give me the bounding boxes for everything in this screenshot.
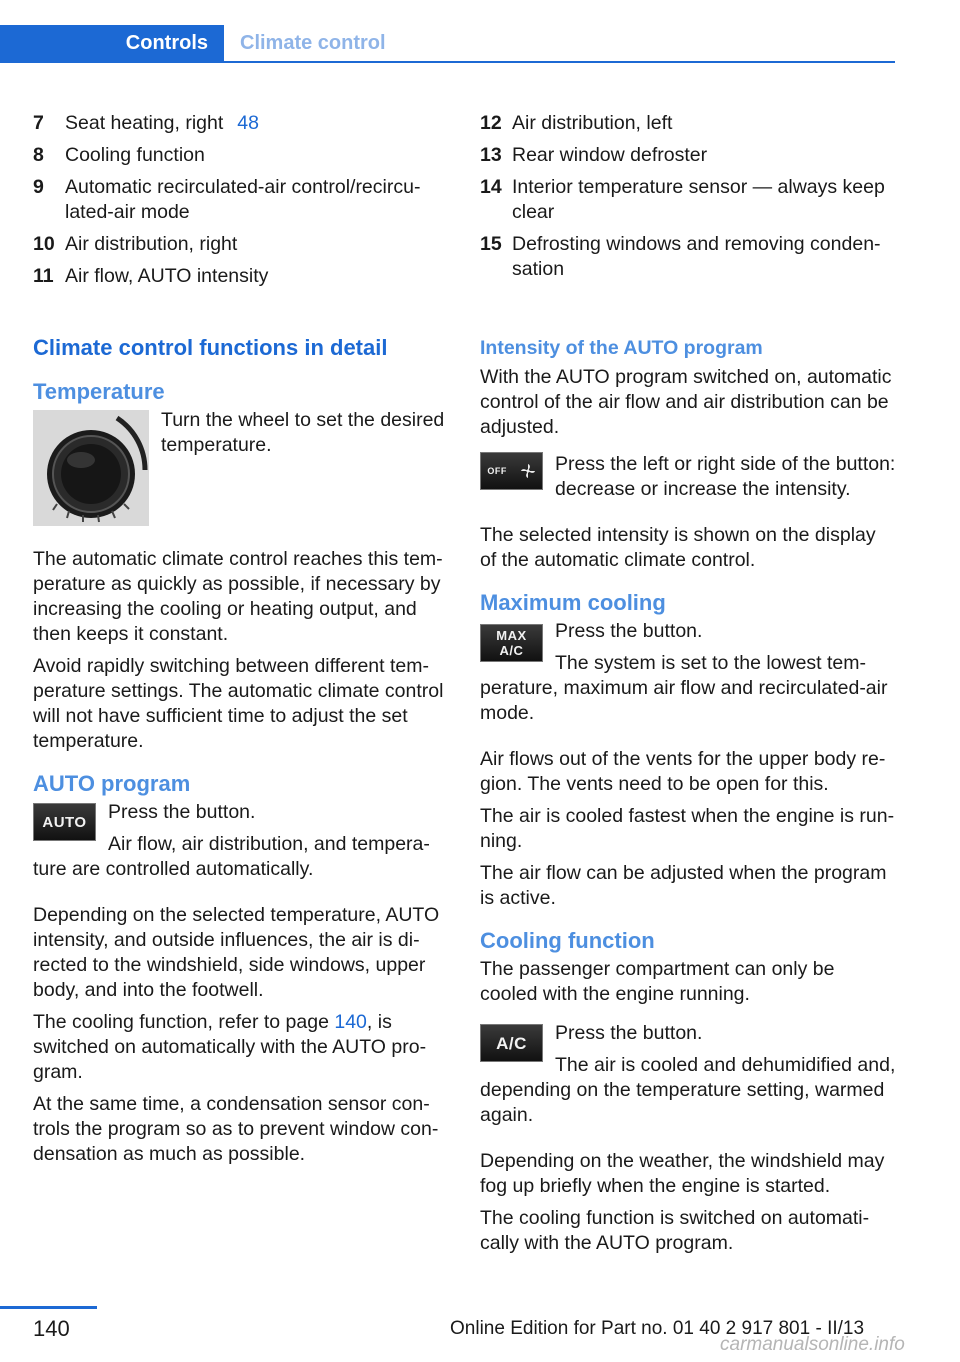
auto-paragraph-3: At the same time, a condensation sensor con-trols the program so as to prevent window con-densation as much as possible.: [33, 1093, 439, 1165]
item-number: 11: [33, 265, 54, 287]
cooling-paragraph-2: Depending on the weather, the windshield may fog up briefly when the engine is started.: [480, 1150, 885, 1197]
item-number: 8: [33, 144, 44, 166]
temperature-paragraph-1: The automatic climate control reaches this tem-perature as quickly as possible, if necessary by increasing the cooling or heating output, and then keeps it constant.: [33, 548, 443, 645]
cooling-description: The air is cooled and dehumidified and, depending on the temperature setting, warmed again.: [480, 1054, 896, 1126]
max-ac-button-image: [480, 624, 543, 662]
edition-note: Online Edition for Part no. 01 40 2 917 801 - II/13: [450, 1318, 865, 1339]
max-cooling-description: The system is set to the lowest tem-perature, maximum air flow and recirculated-air mode.: [480, 652, 888, 724]
intensity-paragraph-2: The selected intensity is shown on the display of the automatic climate control.: [480, 524, 876, 571]
intensity-heading: Intensity of the AUTO program: [480, 337, 763, 359]
list-item: [33, 143, 453, 168]
max-cooling-paragraph-3: The air flow can be adjusted when the program is active.: [480, 862, 887, 909]
list-item: [480, 143, 900, 168]
max-label: MAX: [496, 628, 527, 643]
item-number: 7: [33, 112, 44, 134]
auto-button-image: [33, 803, 96, 841]
item-text: Cooling function: [65, 144, 205, 166]
auto-paragraph-2-start: The cooling function, refer to page: [33, 1011, 335, 1033]
temperature-paragraph-2: Avoid rapidly switching between different tem-perature settings. The automatic climate control will not have sufficient time to adjust the set temperature.: [33, 655, 444, 752]
max-cooling-press-line: Press the button.: [555, 620, 703, 642]
max-cooling-paragraph-2: The air is cooled fastest when the engine is run-ning.: [480, 805, 895, 852]
ac-button-label: A/C: [480, 1024, 543, 1062]
ac-label: A/C: [499, 643, 524, 658]
item-text: Interior temperature sensor — always keep clear: [512, 176, 885, 223]
list-item: [480, 175, 900, 225]
cooling-paragraph-1: The passenger compartment can only be cooled with the engine running.: [480, 958, 835, 1005]
item-number: 12: [480, 112, 502, 134]
item-number: 9: [33, 176, 44, 198]
item-number: 15: [480, 233, 502, 255]
page-header: [0, 0, 895, 62]
list-item: [33, 264, 453, 289]
off-label: OFF: [487, 465, 507, 476]
max-cooling-heading: Maximum cooling: [480, 590, 666, 615]
fan-icon: [520, 463, 536, 479]
left-column: [33, 334, 453, 1174]
auto-paragraph-1: Depending on the selected temperature, AUTO intensity, and outside influences, the air is di-rected to the windshield, side windows, upper body, and into the footwell.: [33, 904, 440, 1001]
item-number: 10: [33, 233, 55, 255]
topic-tab: Climate control: [240, 32, 386, 54]
item-text: Air flow, AUTO intensity: [65, 265, 269, 287]
cooling-function-heading: Cooling function: [480, 928, 655, 953]
footer-rule: [0, 1306, 97, 1309]
max-ac-button: [480, 624, 543, 662]
cooling-press-line: Press the button.: [555, 1022, 703, 1044]
intensity-press-line: Press the left or right side of the button: decrease or increase the intensity.: [555, 453, 896, 500]
auto-paragraph-2-end: , is switched on automatically with the AUTO pro-gram.: [33, 1011, 427, 1083]
temperature-heading: Temperature: [33, 379, 165, 404]
right-column: [480, 336, 896, 1263]
page-number: 140: [33, 1316, 70, 1341]
list-item: [33, 175, 453, 225]
temperature-intro: Turn the wheel to set the desired temperature.: [161, 409, 445, 456]
auto-description: Air flow, air distribution, and tempera-ture are controlled automatically.: [33, 833, 430, 880]
watermark: carmanualsonline.info: [720, 1334, 905, 1355]
item-text: Air distribution, left: [512, 112, 673, 134]
max-cooling-paragraph-1: Air flows out of the vents for the upper body re-gion. The vents need to be open for this.: [480, 748, 886, 795]
item-text: Automatic recirculated-air control/recircu-lated-air mode: [65, 176, 421, 223]
cooling-paragraph-3: The cooling function is switched on automati-cally with the AUTO program.: [480, 1207, 870, 1254]
list-item: [33, 232, 453, 257]
section-title: Climate control functions in detail: [33, 335, 388, 360]
item-number: 14: [480, 176, 502, 198]
ac-button-image: [480, 1024, 543, 1062]
item-text: Air distribution, right: [65, 233, 238, 255]
list-item: [33, 111, 453, 136]
item-number: 13: [480, 144, 502, 166]
auto-paragraph-2: [33, 1010, 453, 1085]
item-text: Rear window defroster: [512, 144, 708, 166]
intensity-button-image: [480, 452, 543, 490]
legend-list-left: [33, 111, 453, 296]
list-item: [480, 111, 900, 136]
auto-press-line: Press the button.: [108, 801, 256, 823]
legend-list-right: [480, 111, 900, 289]
item-text: Seat heating, right: [65, 112, 224, 134]
header-rule: [0, 61, 895, 63]
list-item: [480, 232, 900, 282]
intensity-button: [480, 452, 543, 490]
temperature-wheel-image: [33, 410, 149, 533]
page-reference-link[interactable]: 48: [237, 112, 259, 134]
auto-button-label: AUTO: [33, 803, 96, 841]
intensity-paragraph-1: With the AUTO program switched on, automatic control of the air flow and air distribution can be adjusted.: [480, 366, 892, 438]
section-tab: Controls: [0, 25, 224, 62]
item-text: Defrosting windows and removing conden-sation: [512, 233, 881, 280]
page-reference-link[interactable]: 140: [334, 1011, 367, 1033]
auto-program-heading: AUTO program: [33, 771, 191, 796]
